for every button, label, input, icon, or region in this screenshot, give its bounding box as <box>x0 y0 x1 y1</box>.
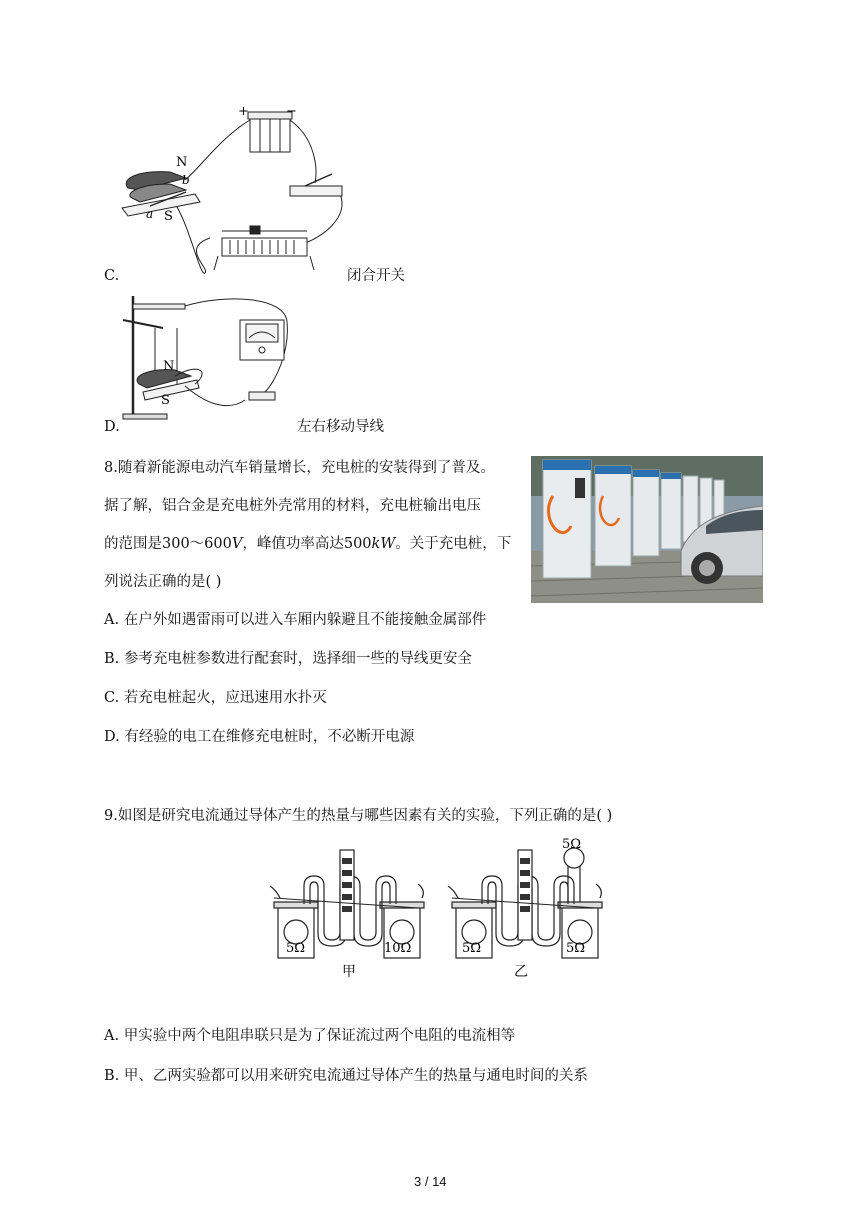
q9-option-a: A. 甲实验中两个电阻串联只是为了保证流过两个电阻的电流相等 <box>104 1028 516 1044</box>
voltage-range: 300～600 <box>162 536 232 552</box>
q8-line-2: 据了解，铝合金是充电桩外壳常用的材料，充电桩输出电压 <box>104 498 481 514</box>
yi-left-resistor-label: 5Ω <box>462 941 482 956</box>
jia-left-resistor-label: 5Ω <box>286 941 306 956</box>
q9-option-b: B. 甲、乙两实验都可以用来研究电流通过导体产生的热量与通电时间的关系 <box>104 1068 588 1084</box>
charging-station-photo <box>531 456 763 603</box>
pole-n-label-d: N <box>163 359 175 374</box>
q8-option-a: A. 在户外如遇雷雨可以进入车厢内躲避且不能接触金属部件 <box>104 612 487 628</box>
q8-line-1: 8.随着新能源电动汽车销量增长，充电桩的安装得到了普及。 <box>104 460 495 476</box>
yi-right-resistor-label: 5Ω <box>566 941 586 956</box>
jia-caption: 甲 <box>342 964 356 980</box>
pole-s-label: S <box>164 209 173 224</box>
q8-option-c: C. 若充电桩起火，应迅速用水扑灭 <box>104 690 327 706</box>
yi-caption: 乙 <box>514 964 528 980</box>
page-number: 3 / 14 <box>414 1174 447 1189</box>
q8-option-d: D. 有经验的电工在维修充电桩时，不必断开电源 <box>104 729 415 745</box>
figure-d-circuit <box>115 292 305 422</box>
pole-n-label: N <box>176 155 188 170</box>
option-d-caption: 左右移动导线 <box>297 419 384 435</box>
jia-right-resistor-label: 10Ω <box>384 941 412 956</box>
q9-stem: 9.如图是研究电流通过导体产生的热量与哪些因素有关的实验，下列正确的是( ) <box>104 808 613 824</box>
point-b-label: b <box>182 173 190 187</box>
option-d-letter: D. <box>104 419 120 435</box>
peak-power: 500 <box>343 536 372 552</box>
battery-minus-label: − <box>286 104 297 119</box>
battery-plus-label: + <box>238 104 249 119</box>
yi-top-resistor-label: 5Ω <box>562 837 582 852</box>
option-c-letter: C. <box>104 268 120 284</box>
q8-line-4: 列说法正确的是( ) <box>104 574 222 590</box>
figure-jia-yi <box>270 836 610 986</box>
pole-s-label-d: S <box>161 393 170 408</box>
q8-line-3: 的范围是300～600V，峰值功率高达500kW。关于充电桩，下 <box>104 536 512 552</box>
option-c-caption: 闭合开关 <box>347 268 405 284</box>
figure-c-circuit <box>110 98 355 278</box>
q8-option-b: B. 参考充电桩参数进行配套时，选择细一些的导线更安全 <box>104 651 472 667</box>
point-a-label: a <box>146 207 154 221</box>
